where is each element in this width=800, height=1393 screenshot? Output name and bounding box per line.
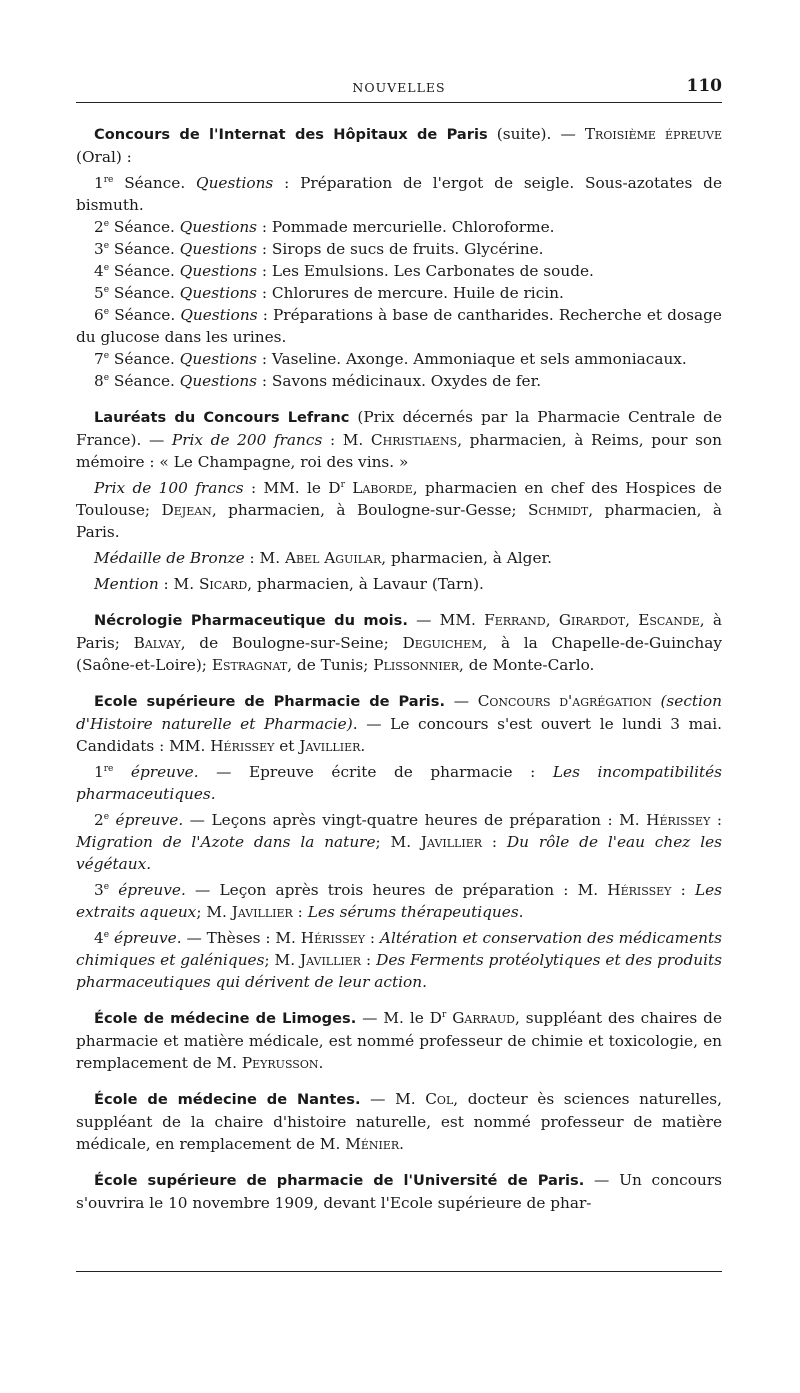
text: : <box>292 903 308 921</box>
page <box>76 74 722 1214</box>
epreuve-label: épreuve. <box>113 763 199 781</box>
text: — M. le D <box>356 1009 442 1027</box>
ordinal-suffix: e <box>103 350 110 361</box>
epreuve-paragraph <box>76 879 722 923</box>
text: , docteur ès sciences naturelles, suppléant de la chaire d'histoire naturelle, est nommé professeur de matière médicale, en remplacement de M. <box>76 1090 722 1153</box>
seance-text: : Savons médicinaux. Oxydes de fer. <box>257 372 542 390</box>
text: : M. <box>158 575 199 593</box>
seance-number: 1 <box>94 174 104 192</box>
text: : <box>364 929 380 947</box>
questions-label: Questions <box>196 174 274 192</box>
text: , pharmacien en chef des Hospices de Toulouse; <box>76 479 722 519</box>
limoges-paragraph <box>76 1007 722 1074</box>
ordinal-suffix: e <box>103 881 110 892</box>
text: Séance. <box>113 174 197 192</box>
seance-number: 3 <box>94 240 104 258</box>
seance-number: 8 <box>94 372 104 390</box>
seance-text: : Vaseline. Axonge. Ammoniaque et sels ammoniacaux. <box>257 350 687 368</box>
ecole-paris-paragraph <box>76 690 722 757</box>
person-name: Plissonnier <box>373 656 460 674</box>
seance-number: 7 <box>94 350 104 368</box>
person-name: Sicard <box>198 575 248 593</box>
seance-item <box>76 216 722 238</box>
seance-item <box>76 172 722 216</box>
section-label: (section d'Histoire naturelle et Pharmacie) <box>76 692 722 733</box>
person-name: Hérissey <box>300 929 365 947</box>
text: , pharmacien, à Boulogne-sur-Gesse; <box>211 501 528 519</box>
seance-item <box>76 238 722 260</box>
text: , à Paris; <box>76 611 722 652</box>
text: : MM. le D <box>243 479 341 497</box>
text: ; M. <box>375 833 421 851</box>
page-number: 110 <box>686 76 722 96</box>
lefranc-paragraph <box>76 406 722 473</box>
ordinal-suffix: re <box>103 763 114 774</box>
subject-title: Les sérums thérapeutiques. <box>307 903 524 921</box>
text: et <box>274 737 300 755</box>
seance-text: : Sirops de sucs de fruits. Glycérine. <box>257 240 544 258</box>
person-name: Deguichem <box>402 634 483 652</box>
person-name: Peyrusson <box>241 1054 319 1072</box>
internat-heading <box>76 123 722 168</box>
questions-label: Questions <box>180 306 258 324</box>
seance-item <box>76 282 722 304</box>
person-name: Laborde <box>352 479 413 497</box>
person-name: Estragnat <box>211 656 288 674</box>
text: — Thèses : M. <box>181 929 301 947</box>
lefranc-paragraph <box>76 573 722 595</box>
text: — M. <box>360 1090 426 1108</box>
section-title: École supérieure de pharmacie de l'Université de Paris. <box>94 1172 585 1189</box>
text: , suppléant des chaires de pharmacie et matière médicale, est nommé professeur de chimie et toxicologie, en remplacement de M. <box>76 1009 722 1072</box>
ordinal-suffix: e <box>103 811 110 822</box>
text: Séance. <box>109 262 180 280</box>
text: , à la Chapelle-de-Guinchay (Saône-et-Loire); <box>76 634 722 674</box>
concours-label: Concours d'agrégation <box>477 692 652 710</box>
lefranc-paragraph <box>76 477 722 543</box>
epreuve-number: 1 <box>94 763 104 781</box>
text: — Leçon après trois heures de préparation : M. <box>185 881 608 899</box>
seance-item <box>76 304 722 348</box>
necrologie-paragraph: Nécrologie Pharmaceutique du mois. — MM. Ferrand, Girardot, Escande, à Paris; Balvay, de Boulogne-sur-Seine; Deguichem, à la Chapelle-de-Guinchay (Saône-et-Loire); Estragnat, de Tunis; Plissonnier, de Monte-Carlo. <box>76 611 722 674</box>
prize-label: Mention <box>94 575 159 593</box>
seance-text: : Préparations à base de cantharides. Recherche et dosage du glucose dans les urines. <box>76 306 722 346</box>
seance-number: 5 <box>94 284 104 302</box>
subject-title: Les extraits aqueux <box>76 881 722 921</box>
ordinal-suffix: r <box>340 479 345 490</box>
page-header <box>76 74 722 103</box>
text: ; M. <box>264 951 300 969</box>
questions-label: Questions <box>179 372 258 390</box>
text: , de Tunis; <box>287 656 374 674</box>
epreuve-paragraph <box>76 809 722 875</box>
section-title: École de médecine de Nantes. <box>94 1091 361 1108</box>
text: : <box>482 833 507 851</box>
section-title: Lauréats du Concours Lefranc <box>94 409 350 426</box>
questions-label: Questions <box>179 350 258 368</box>
text: , de Boulogne-sur-Seine; <box>180 634 403 652</box>
text: Séance. <box>109 218 180 236</box>
person-name: Girardot <box>558 611 626 629</box>
person-name: Schmidt <box>528 501 589 519</box>
epreuve-label: épreuve. <box>109 929 182 947</box>
subject-title: Les incompatibilités pharmaceutiques. <box>76 763 723 803</box>
seance-text: : Pommade mercurielle. Chloroforme. <box>257 218 555 236</box>
seance-number: 6 <box>94 306 104 324</box>
questions-label: Questions <box>179 218 258 236</box>
text: Séance. <box>109 240 180 258</box>
text: : <box>361 951 377 969</box>
epreuve-number: 2 <box>94 811 104 829</box>
epreuve-paragraph <box>76 927 722 993</box>
subject-title: Du rôle de l'eau chez les végétaux. <box>76 833 722 873</box>
text: Séance. <box>109 372 180 390</box>
text: Séance. <box>109 350 180 368</box>
text: Séance. <box>109 306 181 324</box>
person-name: Ferrand <box>484 611 546 629</box>
person-name: Hérissey <box>646 811 711 829</box>
text: (suite). — <box>487 125 585 143</box>
ordinal-suffix: e <box>103 284 110 295</box>
universite-paragraph <box>76 1169 722 1214</box>
person-name: Javillier <box>299 951 362 969</box>
epreuve-label: épreuve. <box>109 811 184 829</box>
ordinal-suffix: r <box>441 1009 447 1020</box>
ordinal-suffix: e <box>103 306 110 317</box>
person-name: Dejean <box>161 501 212 519</box>
text: — Epreuve écrite de pharmacie : <box>198 763 553 781</box>
footer-rule <box>76 1271 722 1272</box>
text: , de Monte-Carlo. <box>459 656 595 674</box>
prize-label: Médaille de Bronze <box>94 549 245 567</box>
text: , pharmacien, à Lavaur (Tarn). <box>247 575 484 593</box>
nantes-paragraph <box>76 1088 722 1155</box>
ordinal-suffix: e <box>103 929 110 940</box>
subject-title: Altération et conservation des médicaments chimiques et galéniques <box>76 929 723 969</box>
text: Séance. <box>109 284 180 302</box>
text: ; M. <box>196 903 232 921</box>
text: : M. <box>244 549 285 567</box>
running-title: NOUVELLES <box>352 80 446 95</box>
text: — Leçons après vingt-quatre heures de préparation : M. <box>183 811 647 829</box>
epreuve-label: épreuve. <box>109 881 186 899</box>
person-name: Javillier <box>231 903 293 921</box>
prize-label: Prix de 100 francs <box>94 479 244 497</box>
text: (Oral) : <box>76 148 132 166</box>
text: , pharmacien, à Alger. <box>381 549 553 567</box>
lefranc-paragraph <box>76 547 722 569</box>
person-name: Javillier <box>299 737 361 755</box>
seance-number: 4 <box>94 262 104 280</box>
prize-label: Prix de 200 francs <box>171 431 323 449</box>
text: — <box>445 692 478 710</box>
person-name: Javillier <box>420 833 483 851</box>
person-name: Balvay <box>133 634 181 652</box>
person-name: Escande <box>638 611 700 629</box>
epreuve-label: Troisième épreuve <box>584 125 723 143</box>
person-name: Hérissey <box>607 881 672 899</box>
ordinal-suffix: e <box>103 240 110 251</box>
subject-title: Des Ferments protéolytiques et des produits pharmaceutiques qui dérivent de leur action. <box>76 951 722 991</box>
seance-item <box>76 260 722 282</box>
ordinal-suffix: e <box>103 262 110 273</box>
person-name: Hérissey <box>210 737 275 755</box>
text: , pharmacien, à Reims, pour son mémoire : « Le Champagne, roi des vins. » <box>76 431 722 471</box>
questions-label: Questions <box>179 284 258 302</box>
ordinal-suffix: e <box>103 218 110 229</box>
seance-number: 2 <box>94 218 104 236</box>
person-name: Garraud <box>452 1009 515 1027</box>
epreuve-paragraph <box>76 761 722 805</box>
seance-item <box>76 348 722 370</box>
text: : <box>710 811 722 829</box>
seance-text: : Les Emulsions. Les Carbonates de soude. <box>257 262 594 280</box>
questions-label: Questions <box>179 240 258 258</box>
text: : M. <box>322 431 371 449</box>
seance-item <box>76 370 722 392</box>
text: . <box>318 1054 324 1072</box>
person-name: Ménier <box>345 1135 400 1153</box>
text: . <box>399 1135 405 1153</box>
section-title: Concours de l'Internat des Hôpitaux de Paris <box>94 126 488 143</box>
article-content <box>76 123 722 1214</box>
text: (Prix décernés par la Pharmacie Centrale de France). — <box>76 408 722 449</box>
subject-title: Migration de l'Azote dans la nature <box>76 833 376 851</box>
ordinal-suffix: re <box>103 174 114 185</box>
section-title: École de médecine de Limoges. <box>94 1010 357 1027</box>
section-title: Nécrologie Pharmaceutique du mois. <box>94 612 408 629</box>
text: . — Le concours s'est ouvert le lundi 3 mai. Candidats : MM. <box>76 715 722 755</box>
epreuve-number: 3 <box>94 881 104 899</box>
questions-label: Questions <box>179 262 258 280</box>
text: . <box>360 737 366 755</box>
text: : <box>671 881 695 899</box>
text: — Un concours s'ouvrira le 10 novembre 1909, devant l'Ecole supérieure de phar- <box>76 1171 722 1212</box>
epreuve-number: 4 <box>94 929 104 947</box>
person-name: Christiaens <box>370 431 458 449</box>
seance-text: : Chlorures de mercure. Huile de ricin. <box>257 284 564 302</box>
section-title: Ecole supérieure de Pharmacie de Paris. <box>94 693 446 710</box>
person-name: Abel Aguilar <box>284 549 382 567</box>
ordinal-suffix: e <box>103 372 110 383</box>
person-name: Col <box>425 1090 454 1108</box>
text: , pharmacien, à Paris. <box>76 501 722 541</box>
seance-text: : Préparation de l'ergot de seigle. Sous-azotates de bismuth. <box>76 174 722 214</box>
text: — MM. <box>407 611 485 629</box>
